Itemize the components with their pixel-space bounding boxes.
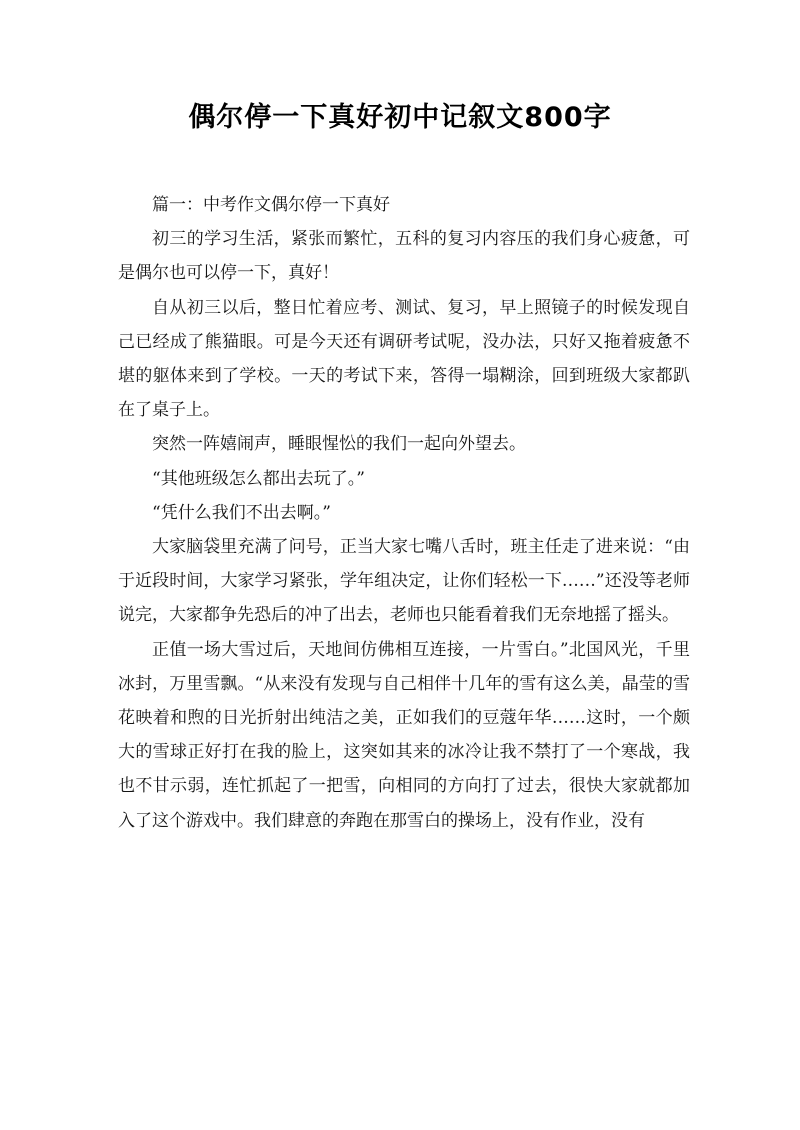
document-body xyxy=(118,188,690,838)
paragraph: 初三的学习生活，紧张而繁忙，五科的复习内容压的我们身心疲惫，可是偶尔也可以停一下，真好！ xyxy=(118,229,690,284)
paragraph: “其他班级怎么都出去玩了。” xyxy=(152,468,365,489)
paragraph: 大家脑袋里充满了问号，正当大家七嘴八舌时，班主任走了进来说：“由于近段时间，大家学习紧张，学年组决定，让你们轻松一下……”还没等老师说完，大家都争先恐后的冲了出去，老师也只能看着我们无奈地摇了摇头。 xyxy=(118,537,690,626)
paragraph: 正值一场大雪过后，天地间仿佛相互连接，一片雪白。”北国风光，千里冰封，万里雪飘。“从来没有发现与自己相伴十几年的雪有这么美，晶莹的雪花映着和煦的日光折射出纯洁之美，正如我们的豆蔻年华……这时，一个颇大的雪球正好打在我的脸上，这突如其来的冰冷让我不禁打了一个寒战，我也不甘示弱，连忙抓起了一把雪，向相同的方向打了过去，很快大家就都加入了这个游戏中。我们肆意的奔跑在那雪白的操场上，没有作业，没有 xyxy=(118,639,690,831)
section-heading: 篇一：中考作文偶尔停一下真好 xyxy=(152,195,390,215)
document-title: 偶尔停一下真好初中记叙文800字 xyxy=(188,102,612,133)
paragraph: 突然一阵嬉闹声，睡眼惺忪的我们一起向外望去。 xyxy=(152,434,526,455)
paragraph: “凭什么我们不出去啊。” xyxy=(152,502,331,523)
paragraph: 自从初三以后，整日忙着应考、测试、复习，早上照镜子的时候发现自己已经成了熊猫眼。可是今天还有调研考试呢，没办法，只好又拖着疲惫不堪的躯体来到了学校。一天的考试下来，答得一塌糊涂，回到班级大家都趴在了桌子上。 xyxy=(118,297,690,421)
